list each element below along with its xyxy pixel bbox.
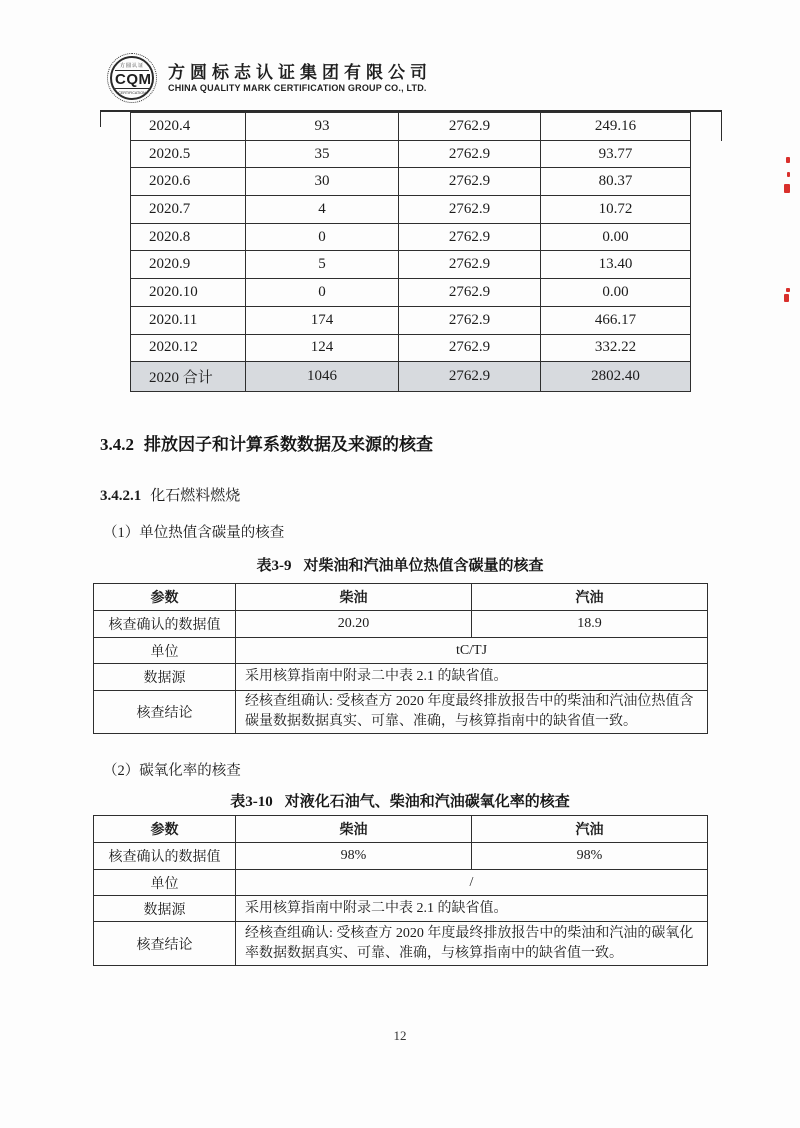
seal-arc-top-text: 方圆认证	[119, 63, 144, 69]
header-cell-gasoline: 汽油	[472, 584, 708, 611]
table-cell: 13.40	[541, 251, 691, 279]
table-row-data-source	[94, 664, 708, 691]
gasoline-value: 98%	[472, 843, 708, 870]
conclusion-value: 经核查组确认: 受核查方 2020 年度最终排放报告中的柴油和汽油位热值含碳量数据数据真实、可靠、准确，与核算指南中的缺省值一致。	[236, 691, 708, 734]
diesel-value: 20.20	[236, 611, 472, 638]
table-cell: 93	[246, 113, 399, 141]
unit-value: tC/TJ	[236, 638, 708, 664]
seal-arc-bottom-text: CERTIFICATION	[118, 90, 146, 95]
table-cell: 1046	[246, 362, 399, 392]
table-row	[131, 223, 691, 251]
data-source-value: 采用核算指南中附录二中表 2.1 的缺省值。	[236, 896, 708, 922]
diesel-value: 98%	[236, 843, 472, 870]
table-3-10-caption	[93, 790, 707, 811]
table-cell: 2762.9	[399, 334, 541, 362]
table-row	[131, 362, 691, 392]
table-cell: 2802.40	[541, 362, 691, 392]
table-cell: 124	[246, 334, 399, 362]
header-cell-diesel: 柴油	[236, 816, 472, 843]
table-row-verified-value	[94, 843, 708, 870]
table-cell: 2020 合计	[131, 362, 246, 392]
row-label: 核查结论	[94, 922, 236, 966]
gasoline-value: 18.9	[472, 611, 708, 638]
table-cell: 466.17	[541, 306, 691, 334]
table-cell: 4	[246, 196, 399, 224]
table-cell: 80.37	[541, 168, 691, 196]
item-heading-1: （1）单位热值含碳量的核查	[103, 525, 285, 541]
table-cell: 2762.9	[399, 223, 541, 251]
section-number: 3.4.2	[100, 435, 134, 454]
table-cell: 2020.10	[131, 279, 246, 307]
row-label: 单位	[94, 638, 236, 664]
table-row	[131, 113, 691, 141]
red-edge-mark	[784, 294, 789, 302]
row-label: 单位	[94, 870, 236, 896]
red-edge-mark	[786, 288, 790, 292]
table-cell: 0.00	[541, 223, 691, 251]
company-name-cn: 方圆标志认证集团有限公司	[168, 63, 432, 82]
table-cell: 2762.9	[399, 251, 541, 279]
table-cell: 10.72	[541, 196, 691, 224]
section-heading-3421	[100, 484, 240, 505]
table-row-data-source	[94, 896, 708, 922]
table-cell: 93.77	[541, 140, 691, 168]
row-label: 数据源	[94, 896, 236, 922]
table-cell: 2020.9	[131, 251, 246, 279]
red-edge-mark	[784, 184, 790, 193]
table-row	[131, 334, 691, 362]
table-header-row	[94, 584, 708, 611]
table-row-unit	[94, 638, 708, 664]
header-cell-parameter: 参数	[94, 816, 236, 843]
cqm-acronym: CQM	[115, 71, 152, 88]
table-row-verified-value	[94, 611, 708, 638]
table-cell: 2020.11	[131, 306, 246, 334]
table-continuation-tick-right	[721, 110, 722, 141]
table-cell: 0	[246, 223, 399, 251]
data-source-value: 采用核算指南中附录二中表 2.1 的缺省值。	[236, 664, 708, 691]
red-edge-mark	[786, 157, 790, 163]
section-title: 化石燃料燃烧	[150, 488, 241, 504]
header-cell-gasoline: 汽油	[472, 816, 708, 843]
table-row	[131, 196, 691, 224]
table-cell: 2020.5	[131, 140, 246, 168]
table-row	[131, 168, 691, 196]
table-cell: 0.00	[541, 279, 691, 307]
conclusion-value: 经核查组确认: 受核查方 2020 年度最终排放报告中的柴油和汽油的碳氧化率数据数据真实、可靠、准确，与核算指南中的缺省值一致。	[236, 922, 708, 966]
item-heading-2: （2）碳氧化率的核查	[103, 763, 241, 779]
section-title: 排放因子和计算系数数据及来源的核查	[144, 435, 433, 454]
table-continuation-tick-left	[100, 110, 101, 127]
document-header	[110, 56, 630, 108]
table-caption-text: 对液化石油气、柴油和汽油碳氧化率的核查	[284, 794, 570, 810]
row-label: 核查确认的数据值	[94, 611, 236, 638]
red-edge-mark	[787, 172, 790, 177]
table-row-unit	[94, 870, 708, 896]
table-cell: 2762.9	[399, 113, 541, 141]
table-label: 表3-9	[256, 558, 292, 574]
cqm-seal-icon	[110, 56, 154, 100]
table-cell: 174	[246, 306, 399, 334]
header-cell-diesel: 柴油	[236, 584, 472, 611]
table-cell: 2020.6	[131, 168, 246, 196]
table-row-conclusion	[94, 691, 708, 734]
table-cell: 30	[246, 168, 399, 196]
section-heading-342	[100, 430, 433, 455]
table-3-10	[93, 815, 708, 966]
table-cell: 2762.9	[399, 140, 541, 168]
table-cell: 2762.9	[399, 362, 541, 392]
table-cell: 2762.9	[399, 196, 541, 224]
table-row	[131, 306, 691, 334]
unit-value: /	[236, 870, 708, 896]
table-3-9	[93, 583, 708, 734]
table-cell: 35	[246, 140, 399, 168]
row-label: 核查结论	[94, 691, 236, 734]
table-row-conclusion	[94, 922, 708, 966]
monthly-data-table	[130, 112, 691, 392]
table-cell: 332.22	[541, 334, 691, 362]
table-cell: 2020.8	[131, 223, 246, 251]
table-header-row	[94, 816, 708, 843]
table-cell: 2020.7	[131, 196, 246, 224]
table-cell: 0	[246, 279, 399, 307]
header-cell-parameter: 参数	[94, 584, 236, 611]
table-caption-text: 对柴油和汽油单位热值含碳量的核查	[303, 558, 544, 574]
table-cell: 2020.4	[131, 113, 246, 141]
table-cell: 2020.12	[131, 334, 246, 362]
table-cell: 2762.9	[399, 168, 541, 196]
table-label: 表3-10	[230, 794, 273, 810]
table-row	[131, 140, 691, 168]
row-label: 核查确认的数据值	[94, 843, 236, 870]
table-cell: 2762.9	[399, 306, 541, 334]
row-label: 数据源	[94, 664, 236, 691]
table-row	[131, 279, 691, 307]
table-3-9-caption	[93, 554, 707, 575]
company-name-en: CHINA QUALITY MARK CERTIFICATION GROUP CO., LTD.	[168, 83, 427, 93]
table-cell: 5	[246, 251, 399, 279]
table-cell: 2762.9	[399, 279, 541, 307]
section-number: 3.4.2.1	[100, 488, 142, 504]
page-number: 12	[393, 1028, 407, 1043]
table-row	[131, 251, 691, 279]
table-cell: 249.16	[541, 113, 691, 141]
